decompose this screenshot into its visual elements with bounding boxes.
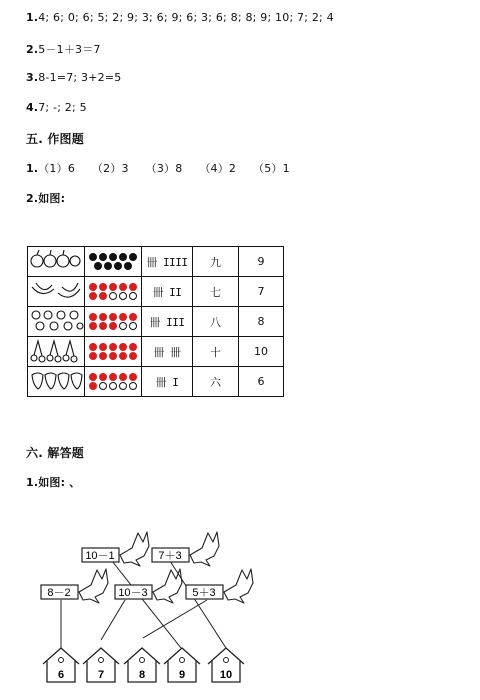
question-text: （1）6 （2）3 （3）8 （4）2 （5）1 (38, 162, 290, 175)
house (83, 648, 119, 682)
expression-box (82, 548, 119, 562)
answer-text: 4; 6; 0; 6; 5; 2; 9; 3; 6; 9; 6; 3; 6; 8; 8; 9; 10; 7; 2; 4 (38, 11, 334, 24)
expression-box (186, 585, 223, 599)
section-5-title: 五. 作图题 (26, 132, 84, 146)
answer-text: 8-1=7; 3+2=5 (38, 71, 122, 84)
expression-text: 7＋3 (158, 550, 182, 562)
answer-number: 3. (26, 71, 39, 84)
expression-box (152, 548, 189, 562)
match-line (101, 600, 125, 640)
question-number: 1. (26, 476, 39, 489)
answer-number: 1. (26, 11, 39, 24)
expression-text: 10－1 (85, 550, 115, 562)
house (124, 648, 160, 682)
chinese-numeral-cell: 六 (193, 367, 239, 397)
bird-icon (224, 569, 253, 603)
answer-number: 2. (26, 43, 39, 56)
tally-cell: 卌 II (142, 277, 193, 307)
expression-text: 10－3 (118, 587, 148, 599)
tally-cell: 卌 卌 (142, 337, 193, 367)
expression-box (41, 585, 78, 599)
house (43, 648, 79, 682)
house (164, 648, 200, 682)
tally-cell: 卌 I (142, 367, 193, 397)
match-line (143, 600, 207, 638)
bird-icon (153, 569, 182, 603)
chinese-numeral-cell: 十 (193, 337, 239, 367)
question-text: 如图: 、 (38, 476, 81, 489)
house-number: 9 (178, 669, 186, 681)
bird-icon (120, 532, 149, 566)
chinese-numeral-cell: 七 (193, 277, 239, 307)
match-lines (61, 561, 226, 648)
tally-cell: 卌 IIII (142, 247, 193, 277)
arabic-numeral-cell: 6 (239, 367, 284, 397)
expression-text: 8－2 (47, 587, 71, 599)
answer-text: 5－1＋3＝7 (38, 43, 101, 56)
house-number: 10 (219, 669, 233, 681)
bird-icon (190, 532, 219, 566)
tally-cell: 卌 III (142, 307, 193, 337)
bird-icon (79, 569, 108, 603)
question-text: 如图: (38, 192, 66, 205)
answer-number: 4. (26, 101, 39, 114)
chinese-numeral-cell: 九 (193, 247, 239, 277)
expression-text: 5＋3 (192, 587, 216, 599)
expression-box (115, 585, 152, 599)
question-number: 2. (26, 192, 39, 205)
arabic-numeral-cell: 10 (239, 337, 284, 367)
house-number: 6 (57, 669, 65, 681)
house-number: 7 (97, 669, 105, 681)
chinese-numeral-cell: 八 (193, 307, 239, 337)
answer-text: 7; -; 2; 5 (38, 101, 87, 114)
question-number: 1. (26, 162, 39, 175)
house (208, 648, 244, 682)
arabic-numeral-cell: 7 (239, 277, 284, 307)
house-number: 8 (138, 669, 146, 681)
arabic-numeral-cell: 8 (239, 307, 284, 337)
section-6-title: 六. 解答题 (26, 446, 84, 460)
arabic-numeral-cell: 9 (239, 247, 284, 277)
